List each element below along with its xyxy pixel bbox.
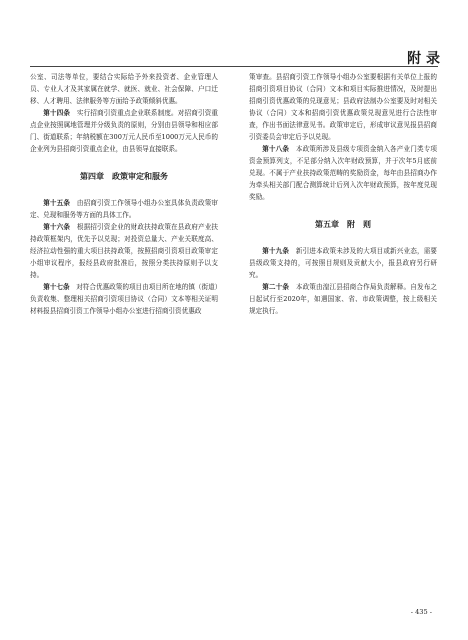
article-16 [30,221,218,281]
left-column [30,71,218,317]
article-20-label: 第二十条 [262,283,290,291]
paragraph-continuation: 公室、司法等单位，要结合实际给予外来投资者、企业管理人员、专业人才及其家属在就学、就医、就业、社会保障、户口迁移、人才聘用、法律服务等方面给予政策倾斜优惠。 [30,73,218,105]
article-20-text: 本政策由湟江县招商合作局负责解释。自发布之日起试行至2020年，如遇国家、省、市政策调整，按上级相关规定执行。 [249,283,438,315]
article-18-label: 第十八条 [262,145,290,153]
article-14-text: 实行招商引资重点企业联系制度。对招商引资重点企业按照属地管理并分级负责的原则，分别由县领导和相应部门、街道联系；年纳税额在300万元人民币至1000万元人民币的企业列为县招商引资重点企业，由县领导直接联系。 [30,109,219,153]
right-column [249,71,437,317]
article-16-label: 第十六条 [43,223,71,231]
article-19-label: 第十九条 [262,247,290,255]
running-header-title: 附 录 [407,51,440,67]
article-15 [30,197,218,221]
header-rule [30,66,438,67]
paragraph-continuation: 策审查。县招商引资工作领导小组办公室要根据有关单位上报的招商引资项目协议（合同）文本和项目实际推进情况，及时提出招商引资优惠政策的兑现意见；县政府法制办公室要及时对相关协议（合同）文本和招商引资优惠政策兑现意见进行合法性审查，作出书面法律意见书。政策审定后，形成审议意见报县招商引资委员会审定后予以兑现。 [249,73,437,141]
article-15-text: 由招商引资工作领导小组办公室具体负责政策审定、兑现和服务等方面的具体工作。 [30,199,219,219]
chapter-5-heading: 第五章 附 则 [315,220,371,229]
article-17 [30,281,218,317]
article-14-label: 第十四条 [43,109,71,117]
article-18-text: 本政策所涉及县级专项资金纳入各产业门类专项资金预算列支，不足部分纳入次年财政预算，并于次年5月底前兑现。不属于产业扶持政策范畴的奖励资金，每年由县招商办作为牵头相关部门配合测算统计后列入次年财政预算，按年度兑现奖励。 [249,145,438,201]
chapter-4-heading: 第四章 政策审定和服务 [80,172,168,181]
article-20 [249,281,437,317]
article-15-label: 第十五条 [43,199,71,207]
article-14 [30,107,218,155]
page-number: - 435 - [410,608,432,616]
article-19-text: 新引进本政策未涉及的大项目或新兴业态，需要县级政策支持的，可按照目规则及贡献大小，报县政府另行研究。 [249,247,438,279]
article-18 [249,143,437,203]
article-17-text: 对符合优惠政策的项目由项目所在地的镇（街道）负责收集、整理相关招商引资项目协议（合同）文本等相关证明材料报县招商引资工作领导小组办公室进行招商引资优惠政 [30,283,219,315]
article-17-label: 第十七条 [43,283,70,291]
article-19 [249,245,437,281]
article-16-text: 根据招引资企业的财政扶持政策在县政府产业扶持政策框架内，优先予以兑现；对投资总量大、产业关联度高、经济拉动性强的重大项目扶持政策，按照招商引资项目政策审定小组审议程序，报经县政府批准后，按照分类扶持原则予以支持。 [30,223,219,279]
